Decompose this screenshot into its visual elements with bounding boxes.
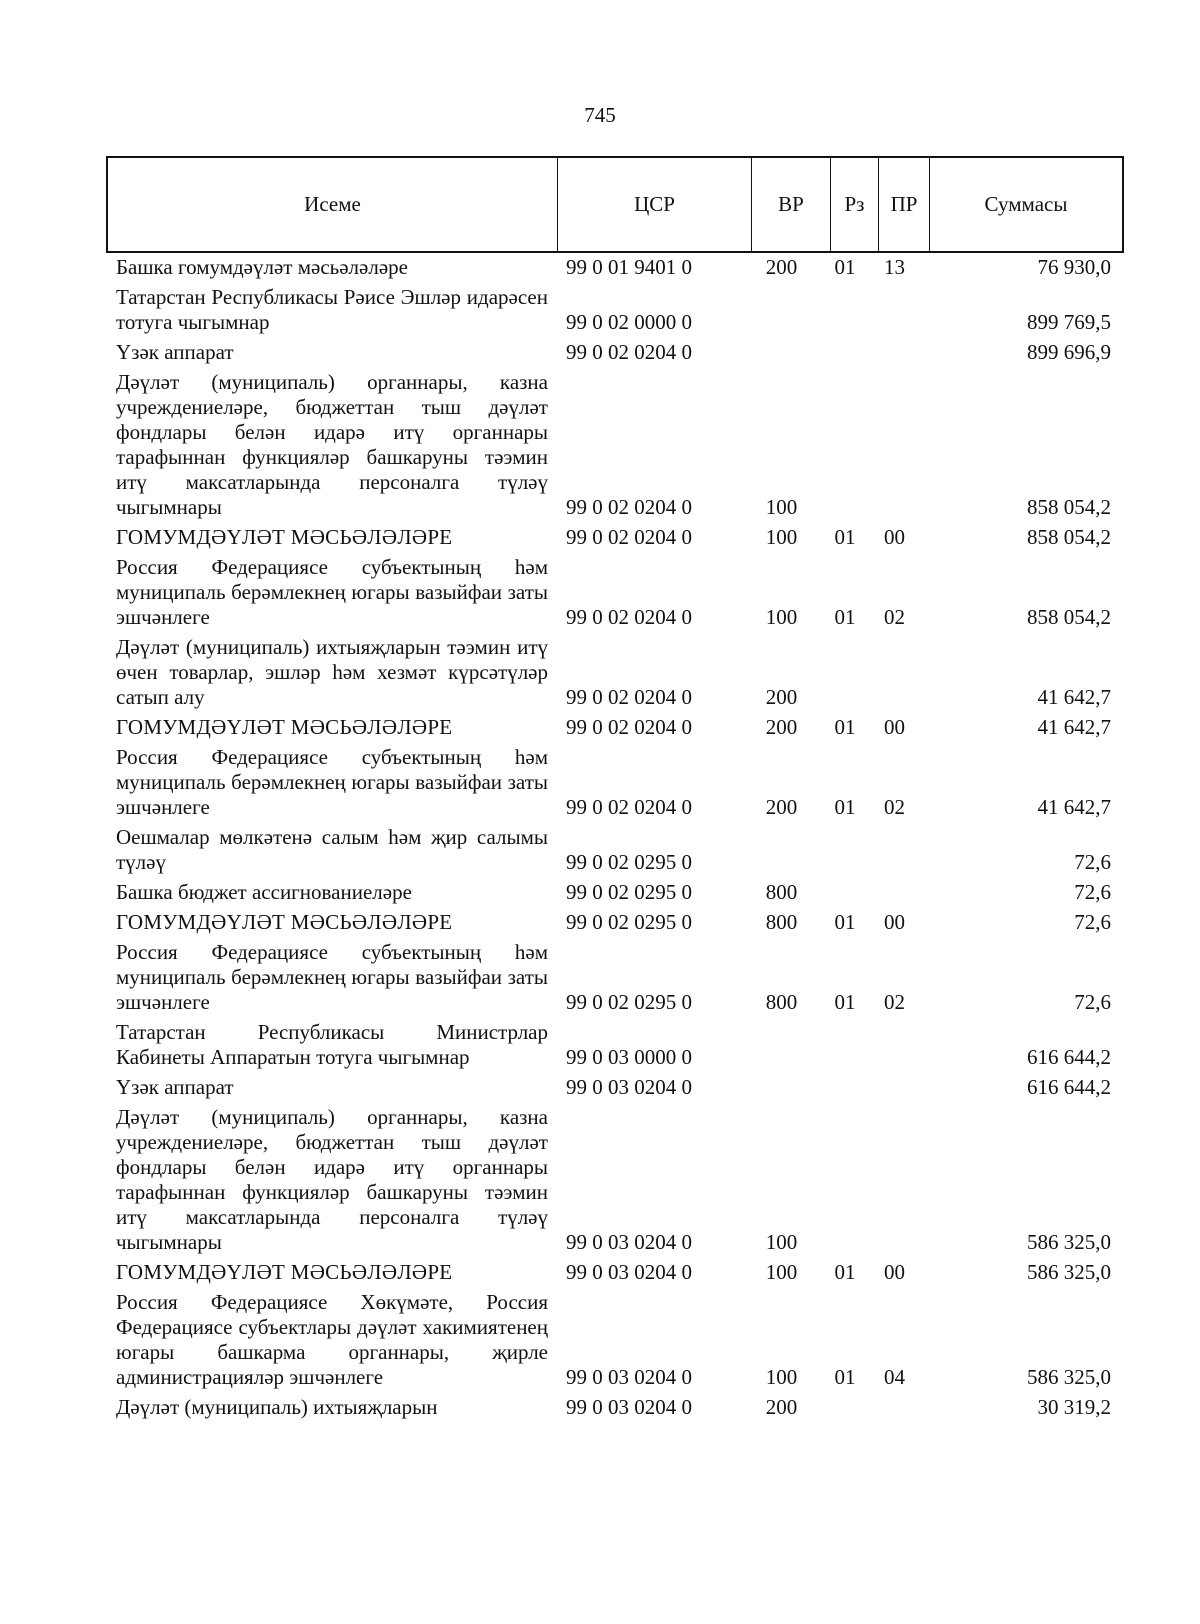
- row-name: Татарстан Республикасы Министрлар Кабинеты Аппаратын тотуга чыгымнар: [116, 1020, 548, 1069]
- header-vr: ВР: [752, 158, 831, 251]
- row-pr: 00: [884, 715, 905, 739]
- row-csr: 99 0 02 0295 0: [566, 850, 692, 874]
- row-vr: 100: [765, 1260, 798, 1284]
- row-csr: 99 0 02 0295 0: [566, 990, 692, 1014]
- row-sum: 72,6: [1074, 910, 1111, 934]
- row-pr: 02: [884, 795, 905, 819]
- row-csr: 99 0 02 0204 0: [566, 525, 692, 549]
- row-vr: 200: [765, 795, 798, 819]
- row-sum: 41 642,7: [1037, 795, 1111, 819]
- header-rz: Рз: [831, 158, 879, 251]
- row-csr: 99 0 02 0204 0: [566, 795, 692, 819]
- row-csr: 99 0 02 0204 0: [566, 605, 692, 629]
- row-csr: 99 0 03 0204 0: [566, 1260, 692, 1284]
- row-pr: 00: [884, 525, 905, 549]
- row-vr: 100: [765, 605, 798, 629]
- table-row: [116, 825, 1111, 875]
- row-vr: 100: [765, 495, 798, 519]
- row-rz: 01: [834, 1260, 856, 1284]
- row-sum: 586 325,0: [1027, 1365, 1111, 1389]
- header-name: Исеме: [108, 158, 558, 251]
- row-sum: 858 054,2: [1027, 605, 1111, 629]
- table-body: [116, 255, 1111, 1425]
- row-pr: 13: [884, 255, 905, 279]
- header-sum: Суммасы: [984, 192, 1068, 216]
- table-row: [116, 1260, 1111, 1285]
- table-row: [116, 1105, 1111, 1255]
- row-sum: 899 696,9: [1027, 340, 1111, 364]
- row-name: Башка гомумдәүләт мәсьәләләре: [116, 255, 408, 279]
- row-vr: 800: [765, 910, 798, 934]
- table-row: [116, 285, 1111, 335]
- row-pr: 02: [884, 605, 905, 629]
- row-csr: 99 0 03 0000 0: [566, 1045, 692, 1069]
- row-name: ГОМУМДӘҮЛӘТ МӘСЬӘЛӘЛӘРЕ: [116, 715, 453, 739]
- row-sum: 76 930,0: [1037, 255, 1111, 279]
- row-sum: 586 325,0: [1027, 1260, 1111, 1284]
- row-sum: 586 325,0: [1027, 1230, 1111, 1254]
- row-csr: 99 0 02 0204 0: [566, 495, 692, 519]
- row-name: Татарстан Республикасы Рәисе Эшләр идарәсен тотуга чыгымнар: [116, 285, 548, 334]
- table-row: [116, 910, 1111, 935]
- row-sum: 858 054,2: [1027, 525, 1111, 549]
- row-name: Россия Федерациясе Хөкүмәте, Россия Федерациясе субъектлары дәүләт хакимиятенең югары башкарма органнары, җирле администрацияләр эшчәнлеге: [116, 1290, 548, 1389]
- row-rz: 01: [834, 1365, 856, 1389]
- row-name: Россия Федерациясе субъектының һәм муниципаль берәмлекнең югары вазыйфаи заты эшчәнлеге: [116, 555, 548, 629]
- row-csr: 99 0 02 0295 0: [566, 910, 692, 934]
- row-name: Дәүләт (муниципаль) органнары, казна учреждениеләре, бюджеттан тыш дәүләт фондлары белән идарә итү органнары тарафыннан функцияләр башкаруны тәэмин итү максатларында персоналга түләү чыгымнары: [116, 1105, 548, 1254]
- row-csr: 99 0 03 0204 0: [566, 1075, 692, 1099]
- row-csr: 99 0 01 9401 0: [566, 255, 692, 279]
- row-csr: 99 0 03 0204 0: [566, 1395, 692, 1419]
- row-rz: 01: [834, 795, 856, 819]
- row-vr: 200: [765, 685, 798, 709]
- row-name: Дәүләт (муниципаль) органнары, казна учреждениеләре, бюджеттан тыш дәүләт фондлары белән идарә итү органнары тарафыннан функцияләр башкаруны тәэмин итү максатларында персоналга түләү чыгымнары: [116, 370, 548, 519]
- row-name: Башка бюджет ассигнованиеләре: [116, 880, 412, 904]
- row-name: Үзәк аппарат: [116, 1075, 234, 1099]
- row-rz: 01: [834, 990, 856, 1014]
- row-sum: 30 319,2: [1037, 1395, 1111, 1419]
- row-rz: 01: [834, 525, 856, 549]
- row-vr: 100: [765, 1365, 798, 1389]
- row-sum: 41 642,7: [1037, 685, 1111, 709]
- table-row: [116, 1075, 1111, 1100]
- row-pr: 00: [884, 1260, 905, 1284]
- table-row: [116, 1395, 1111, 1420]
- table-row: [116, 525, 1111, 550]
- table-row: [116, 555, 1111, 630]
- table-row: [116, 1290, 1111, 1390]
- row-name: Үзәк аппарат: [116, 340, 234, 364]
- table-header: [106, 156, 1124, 253]
- table-row: [116, 745, 1111, 820]
- row-sum: 899 769,5: [1027, 310, 1111, 334]
- row-vr: 800: [765, 880, 798, 904]
- row-csr: 99 0 03 0204 0: [566, 1230, 692, 1254]
- row-sum: 72,6: [1074, 850, 1111, 874]
- row-vr: 800: [765, 990, 798, 1014]
- row-sum: 41 642,7: [1037, 715, 1111, 739]
- row-csr: 99 0 02 0204 0: [566, 715, 692, 739]
- row-vr: 100: [765, 1230, 798, 1254]
- table-row: [116, 1020, 1111, 1070]
- row-vr: 200: [765, 1395, 798, 1419]
- table-row: [116, 255, 1111, 280]
- row-csr: 99 0 03 0204 0: [566, 1365, 692, 1389]
- row-csr: 99 0 02 0204 0: [566, 340, 692, 364]
- row-sum: 616 644,2: [1027, 1045, 1111, 1069]
- row-name: ГОМУМДӘҮЛӘТ МӘСЬӘЛӘЛӘРЕ: [116, 1260, 453, 1284]
- row-name: Дәүләт (муниципаль) ихтыяҗларын тәэмин итү өчен товарлар, эшләр һәм хезмәт күрсәтүләр сатып алу: [116, 635, 548, 709]
- row-csr: 99 0 02 0295 0: [566, 880, 692, 904]
- row-sum: 72,6: [1074, 880, 1111, 904]
- row-rz: 01: [834, 910, 856, 934]
- table-row: [116, 635, 1111, 710]
- row-csr: 99 0 02 0000 0: [566, 310, 692, 334]
- row-vr: 200: [765, 255, 798, 279]
- table-row: [116, 715, 1111, 740]
- row-vr: 100: [765, 525, 798, 549]
- header-pr: ПР: [879, 158, 930, 251]
- table-row: [116, 370, 1111, 520]
- row-rz: 01: [834, 715, 856, 739]
- page-number: 745: [584, 103, 616, 127]
- table-row: [116, 940, 1111, 1015]
- row-vr: 200: [765, 715, 798, 739]
- row-sum: 858 054,2: [1027, 495, 1111, 519]
- row-pr: 00: [884, 910, 905, 934]
- row-rz: 01: [834, 255, 856, 279]
- row-csr: 99 0 02 0204 0: [566, 685, 692, 709]
- row-pr: 02: [884, 990, 905, 1014]
- header-csr: ЦСР: [558, 158, 752, 251]
- row-rz: 01: [834, 605, 856, 629]
- row-sum: 72,6: [1074, 990, 1111, 1014]
- row-name: ГОМУМДӘҮЛӘТ МӘСЬӘЛӘЛӘРЕ: [116, 910, 453, 934]
- row-name: Россия Федерациясе субъектының һәм муниципаль берәмлекнең югары вазыйфаи заты эшчәнлеге: [116, 745, 548, 819]
- row-name: Оешмалар мөлкәтенә салым һәм җир салымы түләү: [116, 825, 548, 874]
- table-row: [116, 340, 1111, 365]
- row-name: Россия Федерациясе субъектының һәм муниципаль берәмлекнең югары вазыйфаи заты эшчәнлеге: [116, 940, 548, 1014]
- row-name: Дәүләт (муниципаль) ихтыяҗларын: [116, 1395, 438, 1419]
- row-name: ГОМУМДӘҮЛӘТ МӘСЬӘЛӘЛӘРЕ: [116, 525, 453, 549]
- table-row: [116, 880, 1111, 905]
- row-pr: 04: [884, 1365, 905, 1389]
- row-sum: 616 644,2: [1027, 1075, 1111, 1099]
